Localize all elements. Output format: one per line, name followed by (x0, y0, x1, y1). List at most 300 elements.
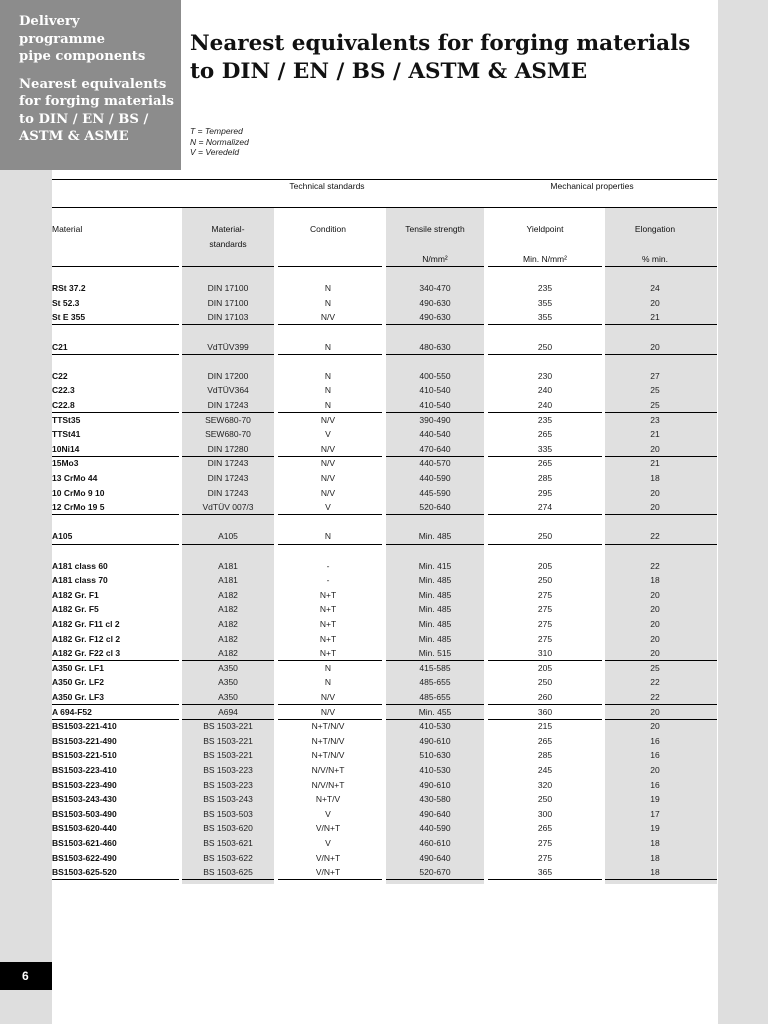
cell-material: C21 (52, 341, 68, 352)
cell-standard: BS 1503-620 (203, 823, 253, 834)
cell-elongation: 22 (650, 677, 660, 688)
cell-material: 13 CrMo 44 (52, 473, 98, 483)
cell-yield: 250 (537, 677, 553, 688)
row-group-rule (386, 514, 484, 515)
cell-standard: A105 (218, 531, 238, 542)
cell-material: BS1503-221-490 (52, 735, 117, 746)
cell-tensile: 490-640 (419, 808, 451, 819)
cell-yield: 275 (537, 852, 553, 863)
cell-condition: N (324, 531, 332, 542)
unit-tensile: N/mm² (422, 254, 448, 264)
column-header-elongation: Elongation (634, 224, 676, 234)
cell-yield: 275 (537, 633, 553, 644)
cell-condition: N+T (319, 619, 337, 629)
cell-standard: BS 1503-221 (203, 721, 253, 732)
row-group-rule (52, 324, 179, 325)
cell-tensile: Min. 485 (418, 604, 452, 615)
cell-material: C22.8 (52, 400, 75, 410)
row-group-rule (605, 324, 717, 325)
cell-tensile: 410-530 (419, 765, 451, 775)
cell-standard: A182 (218, 619, 238, 629)
row-group-rule (278, 544, 382, 545)
cell-standard: BS 1503-622 (203, 852, 253, 863)
cell-material: BS1503-223-410 (52, 765, 117, 775)
cell-condition: N/V (320, 487, 336, 498)
cell-standard: VdTÜV364 (207, 385, 249, 396)
cell-elongation: 20 (650, 487, 660, 498)
column-header-yield: Yieldpoint (526, 224, 564, 234)
cell-material: BS1503-621-460 (52, 838, 117, 848)
table-row (52, 471, 717, 486)
cell-standard: DIN 17103 (207, 312, 249, 323)
group-header-mechanical: Mechanical properties (550, 181, 634, 191)
column-header-tensile: Tensile strength (405, 224, 465, 234)
cell-material: A105 (52, 531, 73, 542)
row-group-rule (182, 544, 274, 545)
table-row (52, 719, 717, 734)
cell-elongation: 16 (650, 750, 660, 761)
cell-condition: N (324, 400, 332, 410)
cell-yield: 310 (537, 648, 553, 659)
nav-current-topic: Nearest equivalents for forging materials to DIN / EN / BS / ASTM & ASME (19, 76, 174, 144)
cell-elongation: 19 (650, 794, 660, 805)
table-row (52, 296, 717, 311)
cell-tensile: Min. 485 (418, 633, 452, 644)
row-group-rule (278, 354, 382, 355)
cell-condition: N (324, 283, 332, 293)
cell-standard: DIN 17243 (207, 473, 249, 483)
cell-tensile: Min. 515 (418, 648, 452, 659)
cell-material: 10 CrMo 9 10 (52, 487, 105, 498)
cell-yield: 320 (537, 779, 553, 790)
cell-standard: A181 (218, 575, 238, 586)
cell-condition: N+T (319, 589, 337, 600)
materials-table (52, 179, 717, 899)
row-group-rule (182, 354, 274, 355)
cell-yield: 295 (537, 487, 553, 498)
table-row (52, 559, 717, 574)
table-row (52, 427, 717, 442)
cell-yield: 285 (537, 750, 553, 761)
cell-standard: BS 1503-625 (203, 867, 253, 878)
cell-condition: N+T/N/V (311, 721, 345, 732)
cell-condition: N (324, 677, 332, 688)
cell-elongation: 20 (650, 633, 660, 644)
cell-material: BS1503-620-440 (52, 823, 117, 834)
header-rule (605, 266, 717, 267)
table-row (52, 398, 717, 413)
cell-standard: VdTÜV 007/3 (202, 502, 254, 513)
row-group-rule (488, 354, 602, 355)
cell-standard: A350 (218, 692, 238, 702)
cell-yield: 235 (537, 414, 553, 425)
table-row (52, 529, 717, 544)
table-row (52, 792, 717, 807)
cell-standard: BS 1503-243 (203, 794, 253, 805)
cell-elongation: 20 (650, 765, 660, 775)
table-row (52, 821, 717, 836)
cell-material: BS1503-622-490 (52, 852, 117, 863)
cell-elongation: 20 (650, 443, 660, 454)
table-row (52, 632, 717, 647)
cell-material: A182 Gr. F22 cl 3 (52, 648, 121, 659)
cell-yield: 365 (537, 867, 553, 878)
row-group-rule (386, 324, 484, 325)
cell-tensile: 440-590 (419, 473, 451, 483)
cell-condition: N+T/V (315, 794, 341, 805)
cell-condition: N (324, 341, 332, 352)
cell-tensile: 485-655 (419, 677, 451, 688)
cell-condition: V (325, 808, 331, 819)
cell-yield: 265 (537, 735, 553, 746)
table-row (52, 807, 717, 822)
row-group-rule (605, 354, 717, 355)
table-row (52, 763, 717, 778)
cell-elongation: 20 (650, 721, 660, 732)
column-header-condition: Condition (310, 224, 346, 234)
cell-standard: A182 (218, 633, 238, 644)
cell-yield: 265 (537, 458, 553, 469)
cell-material: St 52.3 (52, 297, 80, 308)
cell-tensile: 485-655 (419, 692, 451, 702)
row-group-rule (278, 324, 382, 325)
cell-yield: 215 (537, 721, 553, 732)
row-group-rule (182, 324, 274, 325)
table-row (52, 602, 717, 617)
cell-material: A182 Gr. F12 cl 2 (52, 633, 121, 644)
cell-condition: N/V (320, 692, 336, 702)
cell-condition: N/V (320, 706, 336, 717)
cell-yield: 265 (537, 429, 553, 440)
cell-yield: 245 (537, 765, 553, 775)
cell-condition: N (324, 385, 332, 396)
table-row (52, 734, 717, 749)
cell-condition: V/N+T (315, 852, 341, 863)
table-row (52, 456, 717, 471)
cell-material: A181 class 70 (52, 575, 108, 586)
cell-condition: N (324, 370, 332, 381)
cell-tensile: 410-540 (419, 385, 451, 396)
cell-yield: 250 (537, 575, 553, 586)
cell-standard: DIN 17200 (207, 370, 249, 381)
cell-tensile: 415-585 (419, 662, 451, 673)
cell-yield: 275 (537, 589, 553, 600)
cell-standard: BS 1503-223 (203, 765, 253, 775)
cell-material: C22.3 (52, 385, 75, 396)
row-group-rule (605, 879, 717, 880)
cell-material: BS1503-243-430 (52, 794, 117, 805)
cell-material: A 694-F52 (52, 706, 92, 717)
table-row (52, 486, 717, 501)
cell-material: A182 Gr. F11 cl 2 (52, 619, 120, 629)
table-row (52, 588, 717, 603)
header-rule (488, 266, 602, 267)
cell-standard: SEW680-70 (205, 429, 251, 440)
cell-tensile: 520-670 (419, 867, 451, 878)
cell-condition: N/V (320, 312, 336, 323)
cell-yield: 335 (537, 443, 553, 454)
page-number: 6 (0, 962, 52, 990)
cell-standard: A350 (218, 677, 238, 688)
cell-condition: V/N+T (315, 867, 341, 878)
legend-normalized: N = Normalized (190, 136, 249, 147)
left-margin-strip (0, 170, 52, 1024)
cell-tensile: 410-530 (419, 721, 451, 732)
cell-yield: 275 (537, 619, 553, 629)
cell-material: BS1503-221-510 (52, 750, 117, 761)
table-row (52, 383, 717, 398)
column-header-standards: Material- standards (209, 224, 247, 249)
cell-yield: 265 (537, 823, 553, 834)
cell-condition: N/V/N+T (311, 779, 345, 790)
cell-elongation: 18 (650, 867, 660, 878)
cell-yield: 285 (537, 473, 553, 483)
table-row (52, 369, 717, 384)
cell-tensile: 430-580 (419, 794, 451, 805)
cell-elongation: 18 (650, 575, 660, 586)
cell-condition: V (325, 838, 331, 848)
cell-yield: 240 (537, 400, 553, 410)
cell-standard: DIN 17243 (207, 487, 249, 498)
cell-standard: SEW680-70 (205, 414, 251, 425)
cell-standard: BS 1503-503 (203, 808, 253, 819)
cell-material: 15Mo3 (52, 458, 79, 469)
table-row (52, 281, 717, 296)
cell-yield: 260 (537, 692, 553, 702)
cell-yield: 275 (537, 838, 553, 848)
condition-legend (190, 126, 249, 158)
cell-tensile: 490-640 (419, 852, 451, 863)
row-group-rule (386, 544, 484, 545)
cell-tensile: 490-610 (419, 779, 451, 790)
cell-condition: N+T/N/V (311, 735, 345, 746)
cell-standard: A182 (218, 589, 238, 600)
cell-elongation: 22 (650, 692, 660, 702)
cell-material: A182 Gr. F5 (52, 604, 99, 615)
cell-material: BS1503-503-490 (52, 808, 117, 819)
table-row (52, 705, 717, 720)
cell-tensile: 440-590 (419, 823, 451, 834)
cell-condition: N/V (320, 473, 336, 483)
cell-yield: 205 (537, 560, 553, 571)
row-group-rule (605, 514, 717, 515)
cell-elongation: 20 (650, 502, 660, 513)
cell-elongation: 18 (650, 838, 660, 848)
cell-tensile: Min. 415 (418, 560, 452, 571)
cell-standard: DIN 17280 (207, 443, 249, 454)
row-group-rule (52, 544, 179, 545)
cell-yield: 355 (537, 312, 553, 323)
table-row (52, 851, 717, 866)
cell-elongation: 21 (650, 458, 660, 469)
cell-elongation: 27 (650, 370, 660, 381)
cell-tensile: 470-640 (419, 443, 451, 454)
table-row (52, 748, 717, 763)
row-group-rule (488, 514, 602, 515)
cell-tensile: Min. 485 (418, 531, 452, 542)
cell-elongation: 25 (650, 400, 660, 410)
legend-tempered: T = Tempered (190, 126, 243, 136)
cell-tensile: 410-540 (419, 400, 451, 410)
header-rule (52, 266, 179, 267)
table-row (52, 413, 717, 428)
cell-elongation: 24 (650, 283, 660, 293)
row-group-rule (182, 879, 274, 880)
cell-elongation: 21 (650, 312, 660, 323)
cell-tensile: 480-630 (419, 341, 451, 352)
cell-elongation: 25 (650, 385, 660, 396)
cell-tensile: 440-570 (419, 458, 451, 469)
cell-material: A350 Gr. LF2 (52, 677, 104, 688)
table-row (52, 690, 717, 705)
table-top-rule (52, 179, 717, 180)
table-row (52, 500, 717, 515)
cell-yield: 230 (537, 370, 553, 381)
group-header-technical: Technical standards (289, 181, 365, 191)
cell-tensile: 490-630 (419, 312, 451, 323)
cell-elongation: 20 (650, 706, 660, 717)
cell-tensile: 460-610 (419, 838, 451, 848)
table-row (52, 646, 717, 661)
row-group-rule (386, 354, 484, 355)
row-group-rule (278, 879, 382, 880)
row-group-rule (278, 514, 382, 515)
row-group-rule (386, 879, 484, 880)
cell-standard: BS 1503-621 (203, 838, 253, 848)
section-nav-box (0, 0, 181, 170)
cell-condition: N/V (320, 414, 336, 425)
cell-condition: - (326, 575, 330, 586)
cell-tensile: 400-550 (419, 370, 451, 381)
cell-condition: N/V/N+T (311, 765, 345, 775)
table-row (52, 675, 717, 690)
row-group-rule (488, 544, 602, 545)
row-group-rule (52, 514, 179, 515)
cell-elongation: 20 (650, 648, 660, 659)
table-row (52, 836, 717, 851)
cell-material: A182 Gr. F1 (52, 589, 99, 600)
cell-condition: N+T (319, 648, 337, 659)
cell-elongation: 16 (650, 779, 660, 790)
cell-yield: 274 (537, 502, 553, 513)
cell-standard: BS 1503-221 (203, 735, 253, 746)
cell-condition: - (326, 560, 330, 571)
cell-condition: N+T/N/V (311, 750, 345, 761)
cell-elongation: 19 (650, 823, 660, 834)
cell-standard: DIN 17243 (207, 400, 249, 410)
cell-standard: DIN 17100 (207, 297, 249, 308)
cell-material: 12 CrMo 19 5 (52, 502, 105, 513)
cell-tensile: Min. 485 (418, 575, 452, 586)
cell-yield: 240 (537, 385, 553, 396)
cell-elongation: 18 (650, 473, 660, 483)
cell-material: TTSt41 (52, 429, 81, 440)
header-rule (278, 266, 382, 267)
cell-condition: N (324, 297, 332, 308)
cell-condition: N/V (320, 458, 336, 469)
cell-tensile: 440-540 (419, 429, 451, 440)
cell-tensile: 490-610 (419, 735, 451, 746)
cell-material: A350 Gr. LF1 (52, 662, 104, 673)
unit-yield: Min. N/mm² (523, 254, 567, 264)
cell-material: RSt 37.2 (52, 283, 86, 293)
cell-yield: 250 (537, 794, 553, 805)
cell-tensile: 445-590 (419, 487, 451, 498)
cell-condition: N+T (319, 633, 337, 644)
cell-material: A181 class 60 (52, 560, 108, 571)
cell-material: 10Ni14 (52, 443, 80, 454)
cell-material: BS1503-221-410 (52, 721, 117, 732)
cell-elongation: 21 (650, 429, 660, 440)
cell-condition: N+T (319, 604, 337, 615)
cell-tensile: 340-470 (419, 283, 451, 293)
header-rule (386, 266, 484, 267)
cell-standard: A350 (218, 662, 238, 673)
unit-elongation: % min. (642, 254, 668, 264)
nav-section-title: Delivery programme pipe components (19, 14, 146, 64)
cell-yield: 360 (537, 706, 553, 717)
cell-tensile: Min. 455 (418, 706, 452, 717)
cell-tensile: 390-490 (419, 414, 451, 425)
cell-elongation: 22 (650, 560, 660, 571)
row-group-rule (488, 324, 602, 325)
cell-material: C22 (52, 370, 68, 381)
cell-condition: V (325, 502, 331, 513)
cell-tensile: 510-630 (419, 750, 451, 761)
cell-elongation: 25 (650, 662, 660, 673)
cell-condition: N/V (320, 443, 336, 454)
cell-elongation: 23 (650, 414, 660, 425)
row-group-rule (52, 879, 179, 880)
cell-standard: BS 1503-223 (203, 779, 253, 790)
cell-tensile: 490-630 (419, 297, 451, 308)
page-title: Nearest equivalents for forging materials to DIN / EN / BS / ASTM & ASME (190, 31, 691, 84)
cell-elongation: 22 (650, 531, 660, 542)
right-margin-strip (718, 0, 768, 1024)
cell-elongation: 20 (650, 341, 660, 352)
table-row (52, 617, 717, 632)
cell-yield: 250 (537, 531, 553, 542)
cell-condition: V/N+T (315, 823, 341, 834)
group-header-rule (52, 207, 717, 208)
table-row (52, 778, 717, 793)
cell-material: A350 Gr. LF3 (52, 692, 104, 702)
cell-standard: DIN 17243 (207, 458, 249, 469)
cell-tensile: 520-640 (419, 502, 451, 513)
row-group-rule (52, 354, 179, 355)
cell-standard: A182 (218, 604, 238, 615)
cell-material: TTSt35 (52, 414, 81, 425)
cell-standard: A182 (218, 648, 238, 659)
cell-material: St E 355 (52, 312, 86, 323)
table-row (52, 865, 717, 880)
cell-material: BS1503-625-520 (52, 867, 117, 878)
cell-material: BS1503-223-490 (52, 779, 117, 790)
cell-standard: BS 1503-221 (203, 750, 253, 761)
cell-elongation: 20 (650, 589, 660, 600)
table-row (52, 310, 717, 325)
cell-standard: DIN 17100 (207, 283, 249, 293)
table-row (52, 661, 717, 676)
cell-yield: 250 (537, 341, 553, 352)
table-row (52, 340, 717, 355)
column-header-material: Material (52, 224, 83, 234)
cell-standard: VdTÜV399 (207, 341, 249, 352)
cell-standard: A181 (218, 560, 238, 571)
row-group-rule (182, 514, 274, 515)
cell-elongation: 20 (650, 604, 660, 615)
cell-yield: 355 (537, 297, 553, 308)
